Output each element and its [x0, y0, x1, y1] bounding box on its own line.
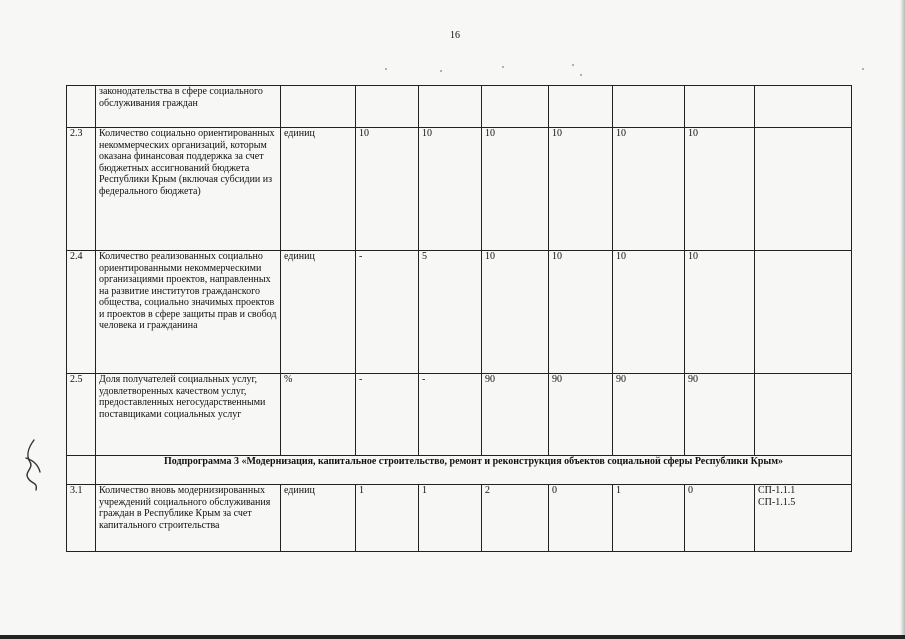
- row-number: 2.5: [67, 374, 96, 456]
- value-cell: -: [419, 374, 482, 456]
- row-number: [67, 86, 96, 128]
- scan-speck: [580, 74, 582, 76]
- value-cell: 10: [685, 128, 755, 251]
- scan-speck: [440, 70, 442, 72]
- indicator-name: Количество вновь модернизированных учреждений социального обслуживания граждан в Республике Крым за счет капитального строительства: [96, 485, 281, 552]
- unit-cell: [281, 86, 356, 128]
- indicators-table: [66, 85, 852, 552]
- subprogram-title: Подпрограмма 3 «Модернизация, капитальное строительство, ремонт и реконструкция объектов социальной сферы Республики Крым»: [96, 456, 852, 485]
- table-row: [67, 128, 852, 251]
- value-cell: 90: [685, 374, 755, 456]
- subprogram-row: [67, 456, 852, 485]
- codes-cell: [755, 128, 852, 251]
- row-number: 3.1: [67, 485, 96, 552]
- indicator-name: Количество социально ориентированных некоммерческих организаций, которым оказана финансовая поддержка за счет бюджетных ассигнований бюджета Республики Крым (включая субсидии из федерального бюджета): [96, 128, 281, 251]
- table-row: [67, 485, 852, 552]
- indicator-name: Количество реализованных социально ориентированными некоммерческими организациями проектов, направленных на развитие институтов гражданского общества, социально значимых проектов и проектов в сфере защиты прав и свобод человека и гражданина: [96, 251, 281, 374]
- value-cell: 90: [482, 374, 549, 456]
- handwritten-signature: [20, 438, 44, 494]
- unit-cell: %: [281, 374, 356, 456]
- value-cell: [482, 86, 549, 128]
- table-row: [67, 374, 852, 456]
- unit-cell: единиц: [281, 485, 356, 552]
- value-cell: 2: [482, 485, 549, 552]
- scan-edge: [900, 0, 905, 639]
- value-cell: 10: [482, 251, 549, 374]
- unit-cell: единиц: [281, 128, 356, 251]
- value-cell: 0: [685, 485, 755, 552]
- value-cell: 1: [613, 485, 685, 552]
- value-cell: 0: [549, 485, 613, 552]
- value-cell: -: [356, 374, 419, 456]
- value-cell: 90: [549, 374, 613, 456]
- code-line: СП-1.1.5: [758, 496, 796, 508]
- scan-speck: [572, 64, 574, 66]
- value-cell: 5: [419, 251, 482, 374]
- value-cell: 1: [419, 485, 482, 552]
- table-row: [67, 251, 852, 374]
- row-number: [67, 456, 96, 485]
- page-number: 16: [450, 30, 460, 41]
- value-cell: [685, 86, 755, 128]
- value-cell: 90: [613, 374, 685, 456]
- value-cell: [356, 86, 419, 128]
- scan-speck: [862, 68, 864, 70]
- scan-speck: [502, 66, 504, 68]
- value-cell: [549, 86, 613, 128]
- codes-cell: [755, 374, 852, 456]
- indicator-name: законодательства в сфере социального обслуживания граждан: [96, 86, 281, 128]
- code-line: СП-1.1.1: [758, 485, 796, 496]
- codes-cell: [755, 86, 852, 128]
- scan-speck: [385, 68, 387, 70]
- codes-cell: [755, 251, 852, 374]
- row-number: 2.3: [67, 128, 96, 251]
- value-cell: [613, 86, 685, 128]
- table-row: [67, 86, 852, 128]
- row-number: 2.4: [67, 251, 96, 374]
- value-cell: 10: [685, 251, 755, 374]
- scan-edge: [0, 635, 905, 639]
- codes-cell: [755, 485, 852, 552]
- value-cell: 10: [613, 251, 685, 374]
- value-cell: 10: [549, 251, 613, 374]
- value-cell: 10: [482, 128, 549, 251]
- value-cell: 10: [549, 128, 613, 251]
- value-cell: [419, 86, 482, 128]
- value-cell: 1: [356, 485, 419, 552]
- value-cell: 10: [356, 128, 419, 251]
- value-cell: 10: [613, 128, 685, 251]
- value-cell: -: [356, 251, 419, 374]
- value-cell: 10: [419, 128, 482, 251]
- indicator-name: Доля получателей социальных услуг, удовлетворенных качеством услуг, предоставленных негосударственными поставщиками социальных услуг: [96, 374, 281, 456]
- unit-cell: единиц: [281, 251, 356, 374]
